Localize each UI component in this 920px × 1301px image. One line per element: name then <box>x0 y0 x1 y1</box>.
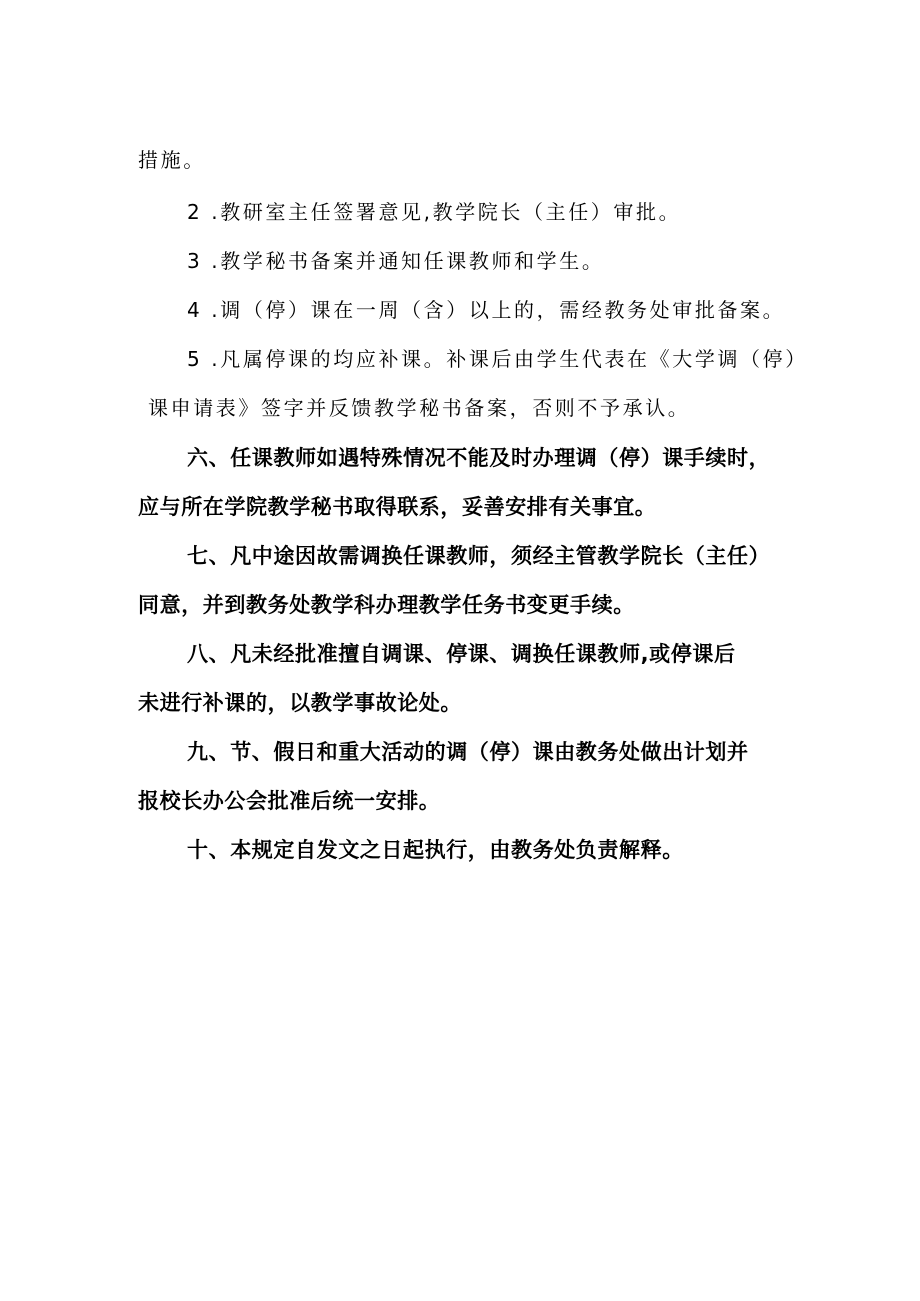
text-line-article-8-continued: 未进行补课的，以教学事故论处。 <box>138 691 462 715</box>
text-line-article-6: 六、任课教师如遇特殊情况不能及时办理调（停）课手续时， <box>187 446 771 470</box>
text-line-article-8: 八、凡未经批准擅自调课、停课、调换任课教师,或停课后 <box>187 642 736 666</box>
text-line-article-6-continued: 应与所在学院教学秘书取得联系，妥善安排有关事宜。 <box>138 495 657 519</box>
text-line-item-2: 2 .教研室主任签署意见,教学院长（主任）审批。 <box>187 200 682 224</box>
text-line-article-9-continued: 报校长办公会批准后统一安排。 <box>138 789 441 813</box>
text-line-article-9: 九、节、假日和重大活动的调（停）课由教务处做出计划并 <box>187 740 749 764</box>
text-line-article-7-continued: 同意，并到教务处教学科办理教学任务书变更手续。 <box>138 593 635 617</box>
text-line-measures-end: 措施。 <box>138 148 206 172</box>
text-line-article-10: 十、本规定自发文之日起执行，由教务处负责解释。 <box>187 838 684 862</box>
text-line-item-5: 5 .凡属停课的均应补课。补课后由学生代表在《大学调（停） <box>187 347 808 371</box>
text-line-item-4: 4 .调（停）课在一周（含）以上的，需经教务处审批备案。 <box>187 298 786 322</box>
text-line-item-5-continued: 课申请表》签字并反馈教学秘书备案，否则不予承认。 <box>148 396 691 420</box>
text-line-article-7: 七、凡中途因故需调换任课教师，须经主管教学院长（主任） <box>187 544 771 568</box>
text-line-item-3: 3 .教学秘书备案并通知任课教师和学生。 <box>187 249 605 273</box>
